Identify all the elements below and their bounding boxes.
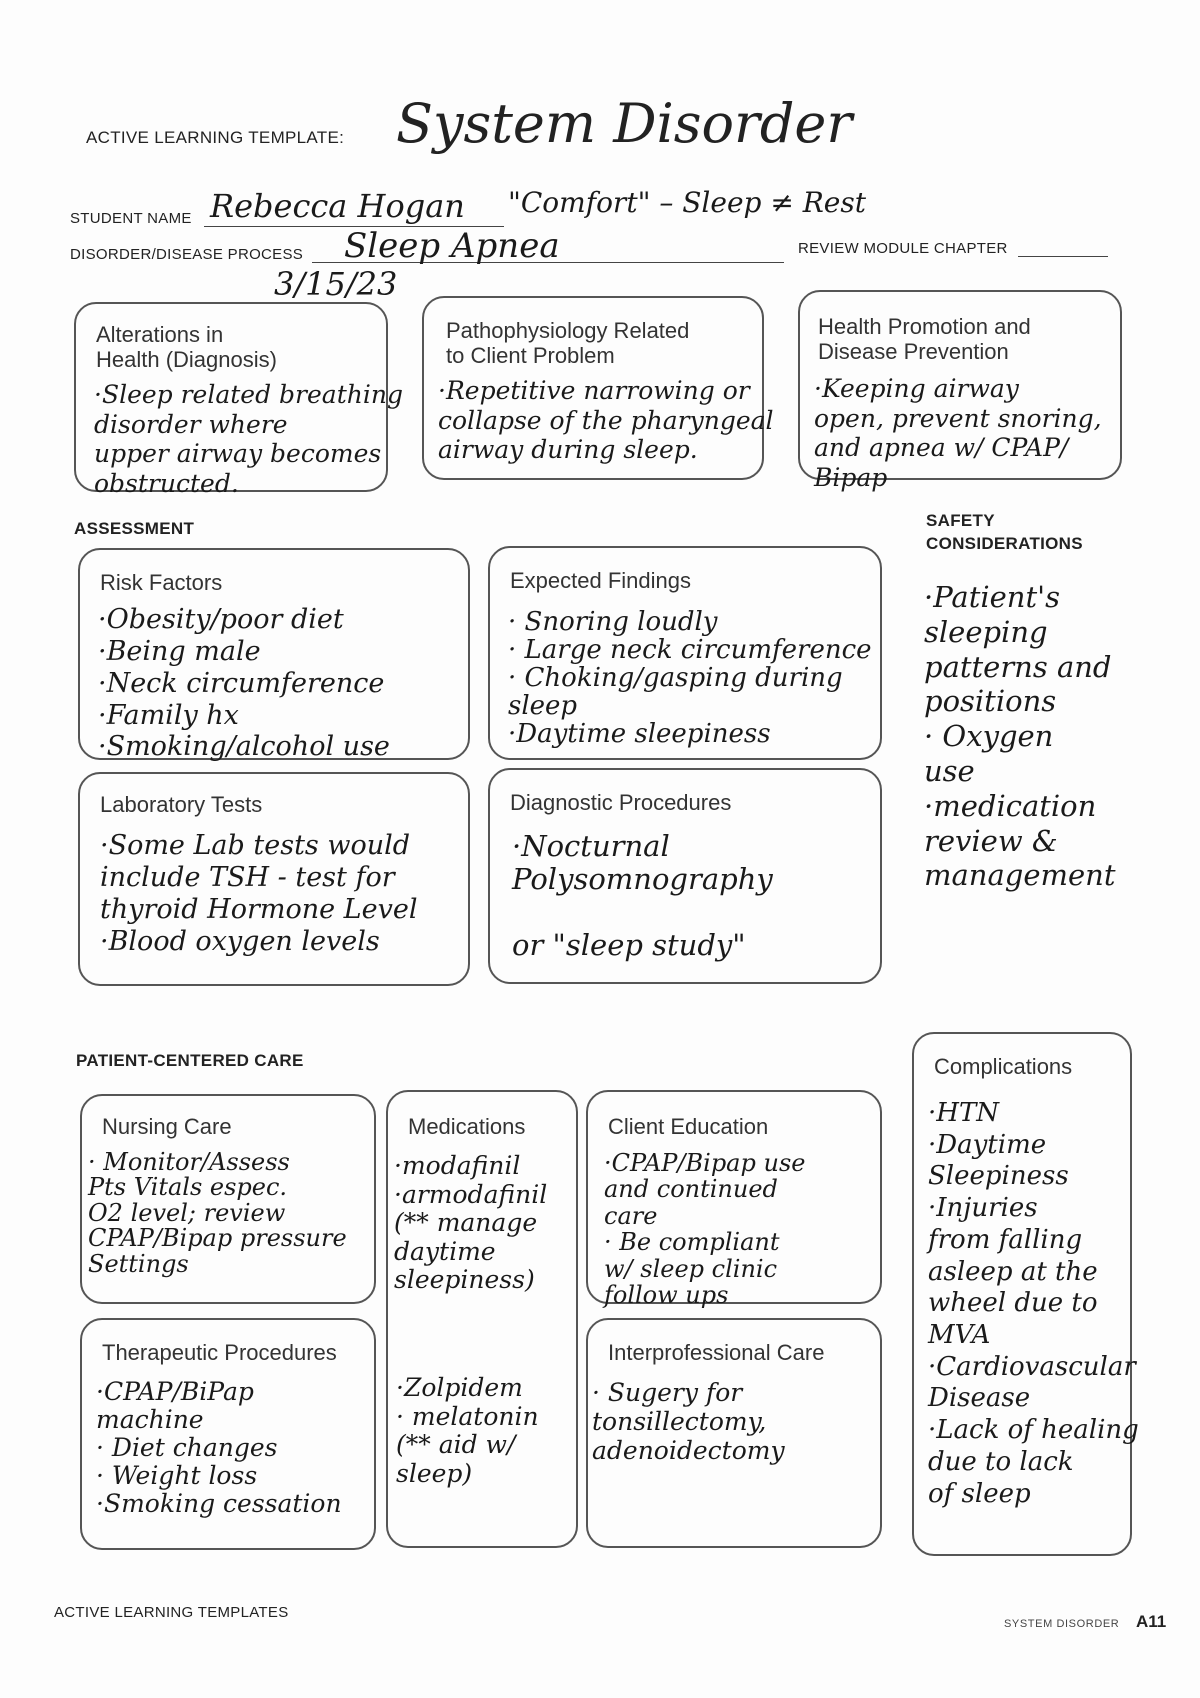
laboratory-tests-text: ·Some Lab tests would include TSH - test for thyroid Hormone Level ·Blood oxygen levels xyxy=(100,830,418,957)
topic-note: "Comfort" – Sleep ≠ Rest xyxy=(508,186,866,219)
medications-text-bottom: ·Zolpidem · melatonin (** aid w/ sleep) xyxy=(396,1373,539,1488)
patient-centered-heading: PATIENT-CENTERED CARE xyxy=(76,1051,304,1070)
safety-heading: SAFETY CONSIDERATIONS xyxy=(926,511,1083,553)
assessment-heading: ASSESSMENT xyxy=(74,519,195,538)
complications-text: ·HTN ·Daytime Sleepiness ·Injuries from falling asleep at the wheel due to MVA ·Cardiovascular Disease ·Lack of healing due to lack of sleep xyxy=(928,1098,1139,1509)
diagnostic-procedures-label: Diagnostic Procedures xyxy=(510,790,732,815)
medications-text-top: ·modafinil ·armodafinil (** manage daytime sleepiness) xyxy=(394,1151,548,1294)
risk-factors-text: ·Obesity/poor diet ·Being male ·Neck circumference ·Family hx ·Smoking/alcohol use xyxy=(98,604,390,763)
safety-text: ·Patient's sleeping patterns and positions · Oxygen use ·medication review & management xyxy=(924,580,1116,893)
template-label: ACTIVE LEARNING TEMPLATE: xyxy=(86,128,345,147)
nursing-care-text: · Monitor/Assess Pts Vitals espec. O2 level; review CPAP/Bipap pressure Settings xyxy=(88,1148,347,1278)
pathophysiology-text: ·Repetitive narrowing or collapse of the pharyngeal airway during sleep. xyxy=(438,376,774,464)
client-education-text: ·CPAP/Bipap use and continued care · Be compliant w/ sleep clinic follow ups xyxy=(604,1149,806,1309)
student-name: Rebecca Hogan xyxy=(210,187,465,225)
pathophysiology-label: Pathophysiology Related to Client Problem xyxy=(446,318,690,369)
health-promotion-text: ·Keeping airway open, prevent snoring, and apnea w/ CPAP/ Bipap xyxy=(814,374,1102,492)
review-module-label: REVIEW MODULE CHAPTER xyxy=(798,240,1008,257)
risk-factors-label: Risk Factors xyxy=(100,570,223,595)
footer-section-label: SYSTEM DISORDER xyxy=(1004,1618,1120,1630)
health-promotion-label: Health Promotion and Disease Prevention xyxy=(818,314,1031,365)
laboratory-tests-label: Laboratory Tests xyxy=(100,792,263,817)
page-title: System Disorder xyxy=(396,92,853,155)
therapeutic-procedures-text: ·CPAP/BiPap machine · Diet changes · Weight loss ·Smoking cessation xyxy=(96,1377,342,1518)
medications-label: Medications xyxy=(408,1114,526,1139)
therapeutic-procedures-label: Therapeutic Procedures xyxy=(102,1340,337,1365)
disorder-label: DISORDER/DISEASE PROCESS xyxy=(70,246,304,263)
client-education-label: Client Education xyxy=(608,1114,769,1139)
expected-findings-label: Expected Findings xyxy=(510,568,691,593)
review-module-line xyxy=(1018,256,1108,257)
page-number: A11 xyxy=(1136,1612,1167,1631)
interprofessional-care-text: · Sugery for tonsillectomy, adenoidectomy xyxy=(592,1378,785,1465)
alterations-label: Alterations in Health (Diagnosis) xyxy=(96,322,277,373)
student-name-label: STUDENT NAME xyxy=(70,210,192,227)
diagnostic-procedures-text: ·Nocturnal Polysomnography or "sleep study" xyxy=(512,829,773,963)
expected-findings-text: · Snoring loudly · Large neck circumference · Choking/gasping during sleep ·Daytime sleepiness xyxy=(508,607,872,750)
complications-label: Complications xyxy=(934,1054,1073,1079)
footer-left: ACTIVE LEARNING TEMPLATES xyxy=(54,1604,289,1621)
alterations-text: ·Sleep related breathing disorder where upper airway becomes obstructed. xyxy=(94,380,403,498)
nursing-care-label: Nursing Care xyxy=(102,1114,232,1139)
date: 3/15/23 xyxy=(274,265,398,303)
interprofessional-care-label: Interprofessional Care xyxy=(608,1340,825,1365)
disorder-value: Sleep Apnea xyxy=(344,226,560,266)
